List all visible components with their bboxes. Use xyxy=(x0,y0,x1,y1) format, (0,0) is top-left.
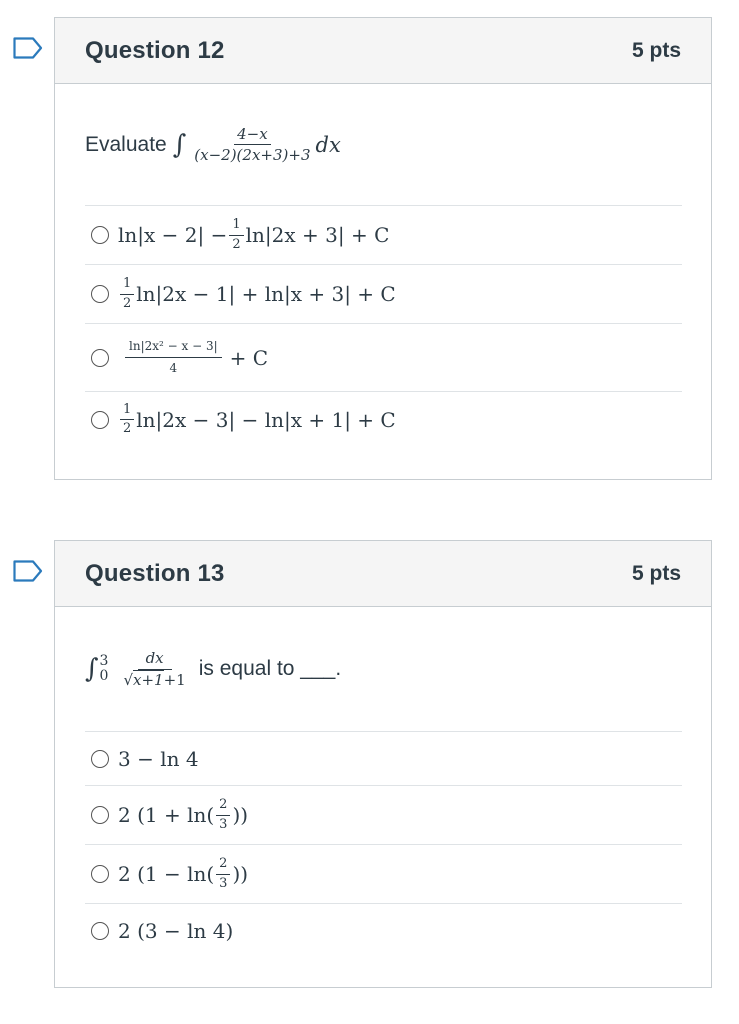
answer-part: ln|2x − 1| + ln|x + 3| + C xyxy=(136,282,396,306)
radio-button[interactable] xyxy=(91,226,109,244)
answer-part: ln|2x − 3| − ln|x + 1| + C xyxy=(136,407,396,432)
answer-text xyxy=(123,340,268,375)
radio-button[interactable] xyxy=(91,806,109,824)
answer-option[interactable] xyxy=(85,786,682,845)
question-title: Question 13 xyxy=(85,559,225,587)
question-title: Question 12 xyxy=(85,36,225,64)
answer-part: 2 (1 − ln( xyxy=(118,862,215,886)
question-prompt xyxy=(85,84,682,205)
integral-sign: ∫ xyxy=(172,129,187,160)
sqrt-sign: √ xyxy=(123,670,134,689)
answer-part: )) xyxy=(232,862,249,886)
integral-sign: ∫ xyxy=(85,654,99,684)
fraction-denominator: 4 xyxy=(169,361,178,375)
fraction-denominator: 3 xyxy=(219,875,228,891)
answer-fraction xyxy=(120,403,134,437)
fraction-numerator: 2 xyxy=(216,857,230,874)
question-points: 5 pts xyxy=(631,561,681,585)
answer-part: )) xyxy=(232,803,249,827)
answer-option[interactable] xyxy=(85,265,682,324)
answer-option[interactable] xyxy=(85,206,682,265)
question-card xyxy=(54,540,712,988)
fraction-numerator: 2 xyxy=(216,798,230,815)
differential: dx xyxy=(315,132,341,157)
radicand: x+1 xyxy=(133,670,164,689)
fraction-denominator: 3 xyxy=(219,816,228,832)
integrand-numerator: dx xyxy=(138,650,172,670)
radio-button[interactable] xyxy=(91,922,109,940)
integrand-fraction xyxy=(120,650,188,688)
answer-fraction xyxy=(229,218,243,252)
answer-text: 2 (3 − ln 4) xyxy=(118,919,234,943)
denominator-rest: +1 xyxy=(163,670,186,689)
answer-part: ln|2x + 3| + C xyxy=(245,223,390,247)
question-header xyxy=(55,541,711,607)
prompt-text: is equal to ___. xyxy=(198,657,342,680)
integrand-fraction xyxy=(191,126,313,164)
flag-question-icon[interactable] xyxy=(13,37,43,59)
integral-limits xyxy=(100,654,109,683)
answer-part: + C xyxy=(229,345,269,370)
radio-button[interactable] xyxy=(91,865,109,883)
answer-text xyxy=(118,798,248,832)
answer-text xyxy=(118,218,389,252)
question-prompt xyxy=(85,607,682,731)
fraction-numerator: ln|2x² − x − 3| xyxy=(125,340,222,358)
answer-part: 2 (1 + ln( xyxy=(118,803,215,827)
answer-list xyxy=(85,205,682,447)
radio-button[interactable] xyxy=(91,411,109,429)
question-body xyxy=(55,607,711,958)
fraction-denominator: 2 xyxy=(123,421,132,436)
question-points: 5 pts xyxy=(631,38,681,62)
lower-limit: 0 xyxy=(99,668,109,684)
answer-fraction xyxy=(216,857,230,891)
answer-option[interactable] xyxy=(85,904,682,958)
fraction-denominator: 2 xyxy=(232,236,241,252)
answer-fraction xyxy=(120,277,134,311)
answer-list xyxy=(85,731,682,958)
question-card xyxy=(54,17,712,480)
fraction-denominator: 2 xyxy=(123,295,132,311)
answer-text xyxy=(118,857,248,891)
answer-text: 3 − ln 4 xyxy=(118,746,199,771)
answer-fraction xyxy=(216,798,230,832)
radio-button[interactable] xyxy=(91,349,109,367)
answer-option[interactable] xyxy=(85,324,682,392)
fraction-numerator: 1 xyxy=(120,403,134,420)
integrand-numerator: 4−x xyxy=(234,126,271,146)
question-body xyxy=(55,84,711,447)
upper-limit: 3 xyxy=(99,653,109,670)
prompt-text: Evaluate xyxy=(85,132,167,156)
answer-fraction xyxy=(125,340,222,375)
integrand-denominator xyxy=(120,670,188,689)
answer-option[interactable] xyxy=(85,732,682,786)
flag-question-icon[interactable] xyxy=(13,560,43,582)
question-header xyxy=(55,18,711,84)
integrand-denominator: (x−2)(2x+3)+3 xyxy=(194,146,311,164)
answer-part: ln|x − 2| − xyxy=(118,223,228,247)
radio-button[interactable] xyxy=(91,750,109,768)
answer-option[interactable] xyxy=(85,392,682,447)
answer-text xyxy=(118,403,396,437)
fraction-numerator: 1 xyxy=(229,218,243,235)
fraction-numerator: 1 xyxy=(120,277,134,294)
radio-button[interactable] xyxy=(91,285,109,303)
answer-option[interactable] xyxy=(85,845,682,904)
answer-text xyxy=(118,277,396,311)
